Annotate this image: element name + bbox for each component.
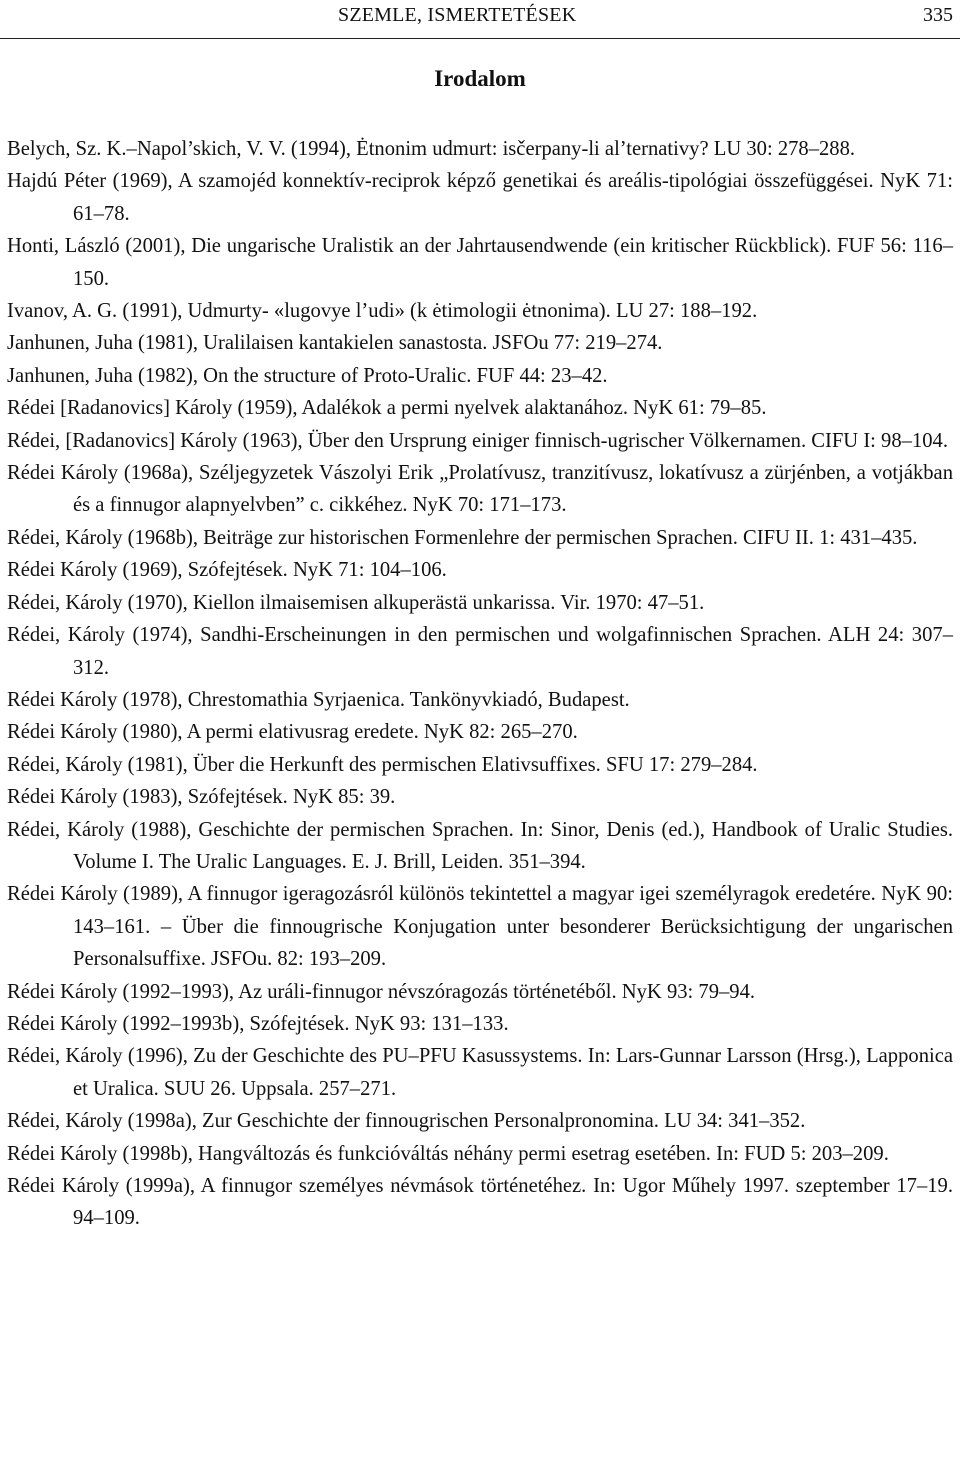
reference-entry: Rédei Károly (1980), A permi elativusrag eredete. NyK 82: 265–270. <box>7 721 578 744</box>
reference-entry: Rédei, Károly (1981), Über die Herkunft des permischen Elativsuffixes. SFU 17: 279–284. <box>7 753 758 776</box>
reference-entry: Janhunen, Juha (1981), Uralilaisen kantakielen sanastosta. JSFOu 77: 219–274. <box>7 332 663 355</box>
reference-entry: Rédei, Károly (1970), Kiellon ilmaisemisen alkuperästä unkarissa. Vir. 1970: 47–51. <box>7 591 705 614</box>
reference-entry: Rédei Károly (1992–1993), Az uráli-finnugor névszóragozás történetéből. NyK 93: 79–94. <box>7 980 756 1003</box>
reference-entry: Janhunen, Juha (1982), On the structure of Proto-Uralic. FUF 44: 23–42. <box>7 364 608 387</box>
reference-entry: Rédei Károly (1989), A finnugor igeragozásról különös tekintettel a magyar igei személyragok eredetére. NyK 90: 143–161. – Über die finnougrische Konjugation unter besonderer Berücksichtigung der ungarischen Personalsuffixe. JSFOu. 82: 193–209. <box>7 883 953 971</box>
header-rule <box>0 38 960 39</box>
reference-entry: Rédei, Károly (1988), Geschichte der permischen Sprachen. In: Sinor, Denis (ed.), Handbook of Uralic Studies. Volume I. The Uralic Languages. E. J. Brill, Leiden. 351–394. <box>7 818 953 873</box>
reference-entry: Belych, Sz. K.–Napol’skich, V. V. (1994), Ėtnonim udmurt: isčerpany-li al’ternativy? LU 30: 278–288. <box>7 138 856 160</box>
running-head: SZEMLE, ISMERTETÉSEK <box>338 4 577 26</box>
reference-entry: Rédei, Károly (1968b), Beiträge zur historischen Formenlehre der permischen Sprachen. CIFU II. 1: 431–435. <box>7 526 918 549</box>
reference-entry: Rédei Károly (1998b), Hangváltozás és funkcióváltás néhány permi esetrag esetében. In: FUD 5: 203–209. <box>7 1142 889 1165</box>
reference-entry: Hajdú Péter (1969), A szamojéd konnektív-reciprok képző genetikai és areális-tipológiai összefüggései. NyK 71: 61–78. <box>7 170 953 225</box>
page-header <box>0 0 960 40</box>
reference-entry: Honti, László (2001), Die ungarische Uralistik an der Jahrtausendwende (ein kritischer Rückblick). FUF 56: 116–150. <box>7 235 953 290</box>
section-title: Irodalom <box>434 66 526 91</box>
reference-entry: Ivanov, A. G. (1991), Udmurty- «lugovye l’udi» (k ėtimologii ėtnonima). LU 27: 188–192. <box>7 300 758 323</box>
reference-entry: Rédei, Károly (1974), Sandhi-Erscheinungen in den permischen und wolgafinnischen Sprachen. ALH 24: 307–312. <box>7 624 953 679</box>
reference-entry: Rédei Károly (1978), Chrestomathia Syrjaenica. Tankönyvkiadó, Budapest. <box>7 688 630 711</box>
reference-entry: Rédei Károly (1999a), A finnugor személyes névmások történetéhez. In: Ugor Műhely 1997. szeptember 17–19. 94–109. <box>7 1175 953 1230</box>
reference-entry: Rédei Károly (1983), Szófejtések. NyK 85: 39. <box>7 786 396 809</box>
reference-list <box>7 133 953 1235</box>
reference-entry: Rédei, [Radanovics] Károly (1963), Über den Ursprung einiger finnisch-ugrischer Völkernamen. CIFU I: 98–104. <box>7 429 948 452</box>
reference-entry: Rédei [Radanovics] Károly (1959), Adalékok a permi nyelvek alaktanához. NyK 61: 79–85. <box>7 397 767 420</box>
page-number: 335 <box>923 4 953 26</box>
reference-entry: Rédei Károly (1968a), Széljegyzetek Vászolyi Erik „Prolatívusz, tranzitívusz, lokatívusz a zürjénben, a votjákban és a finnugor alapnyelvben” c. cikkéhez. NyK 70: 171–173. <box>7 462 953 517</box>
reference-entry: Rédei, Károly (1996), Zu der Geschichte des PU–PFU Kasussystems. In: Lars-Gunnar Larsson (Hrsg.), Lapponica et Uralica. SUU 26. Uppsala. 257–271. <box>7 1045 953 1100</box>
reference-entry: Rédei, Károly (1998a), Zur Geschichte der finnougrischen Personalpronomina. LU 34: 341–352. <box>7 1110 806 1133</box>
reference-entry: Rédei Károly (1992–1993b), Szófejtések. NyK 93: 131–133. <box>7 1012 509 1035</box>
reference-entry: Rédei Károly (1969), Szófejtések. NyK 71: 104–106. <box>7 559 447 582</box>
